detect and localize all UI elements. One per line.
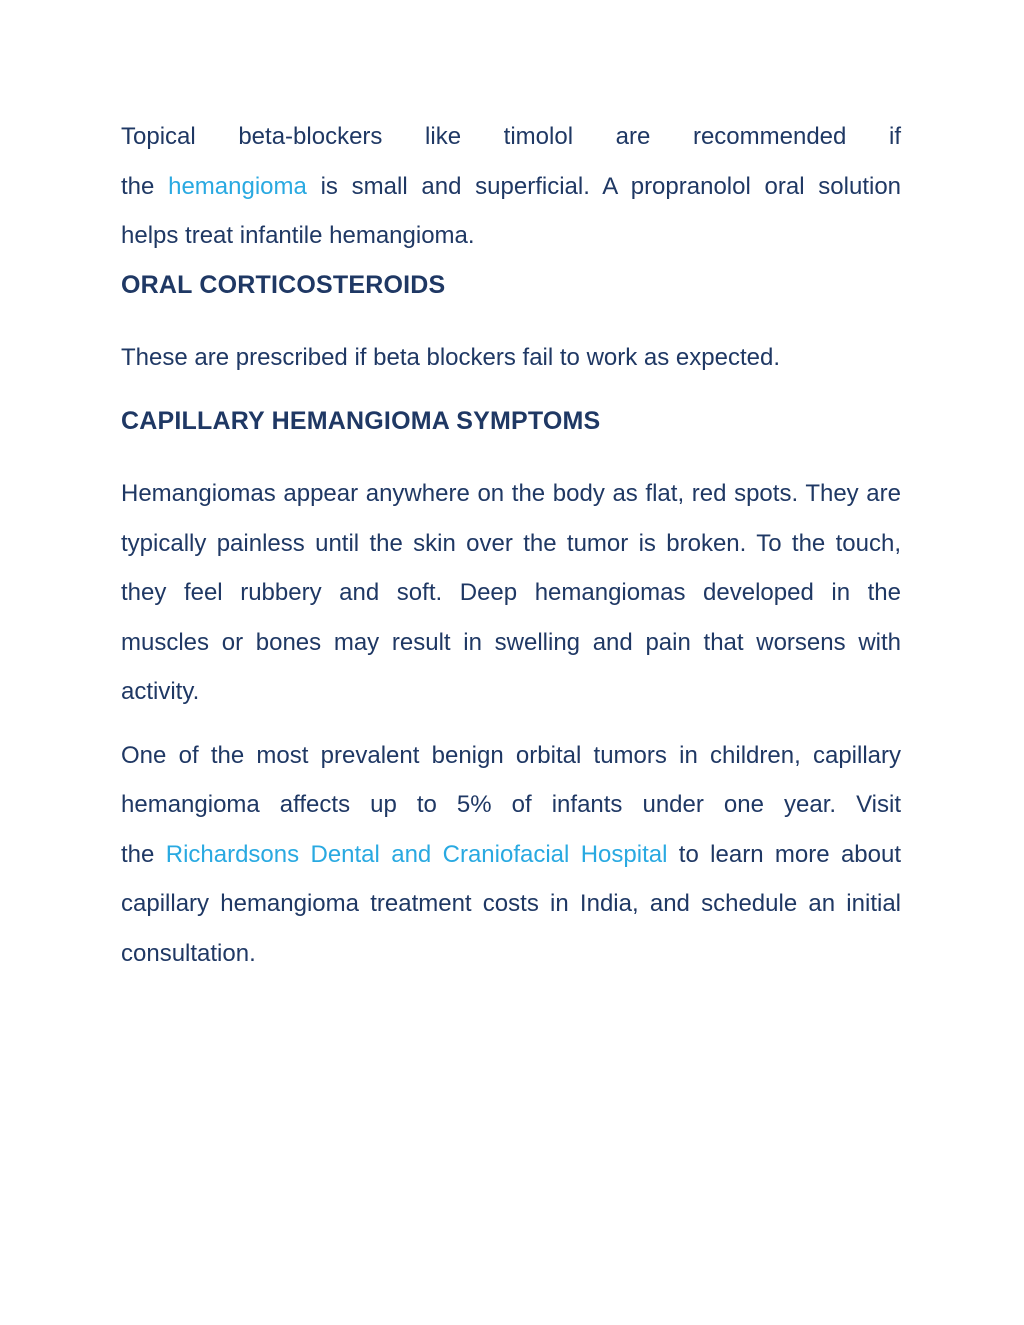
text-run: hemangioma affects up to 5% of infants under one year. Visit [121, 791, 901, 818]
text-line [121, 929, 901, 979]
text-run: to learn more about [667, 840, 902, 868]
heading-capillary-hemangioma-symptoms: CAPILLARY HEMANGIOMA SYMPTOMS [121, 406, 601, 435]
text-line [121, 519, 901, 569]
heading-oral-corticosteroids: ORAL CORTICOSTEROIDS [121, 270, 446, 299]
text-run: One of the most prevalent benign orbital tumors in children, capillary [121, 741, 901, 769]
text-line [121, 112, 901, 162]
text-run: they feel rubbery and soft. Deep hemangiomas developed in the [121, 579, 901, 606]
text-line [121, 162, 901, 212]
text-run: capillary hemangioma treatment costs in India, and schedule an initial [121, 890, 901, 917]
document-page [121, 112, 901, 992]
text-run: activity. [121, 678, 200, 705]
text-run: the [121, 172, 169, 200]
text-line [121, 469, 901, 519]
text-run: is small and superficial. A propranolol oral solution [306, 172, 902, 200]
text-line [121, 830, 901, 880]
text-line [121, 211, 901, 261]
hemangioma-link[interactable]: hemangioma [168, 172, 307, 200]
paragraph-prevalence [121, 731, 901, 979]
text-run: Topical beta-blockers like timolol are recommended if [121, 123, 901, 150]
text-line [121, 568, 901, 618]
text-line [121, 333, 901, 383]
text-run: consultation. [121, 939, 256, 967]
text-line [121, 667, 901, 717]
text-run: typically painless until the skin over the tumor is broken. To the touch, [121, 529, 901, 557]
text-line [121, 780, 901, 830]
text-run: the [121, 840, 166, 868]
richardsons-hospital-link[interactable]: Richardsons Dental and Craniofacial Hospital [165, 840, 668, 868]
paragraph-symptoms [121, 469, 901, 717]
text-line [121, 879, 901, 929]
text-run: These are prescribed if beta blockers fail to work as expected. [121, 344, 780, 371]
text-line [121, 731, 901, 781]
text-line [121, 618, 901, 668]
text-run: Hemangiomas appear anywhere on the body as flat, red spots. They are [121, 480, 901, 507]
paragraph-beta-blockers [121, 112, 901, 261]
paragraph-prescribed [121, 333, 901, 383]
text-run: muscles or bones may result in swelling and pain that worsens with [121, 628, 901, 656]
text-run: helps treat infantile hemangioma. [121, 222, 475, 249]
